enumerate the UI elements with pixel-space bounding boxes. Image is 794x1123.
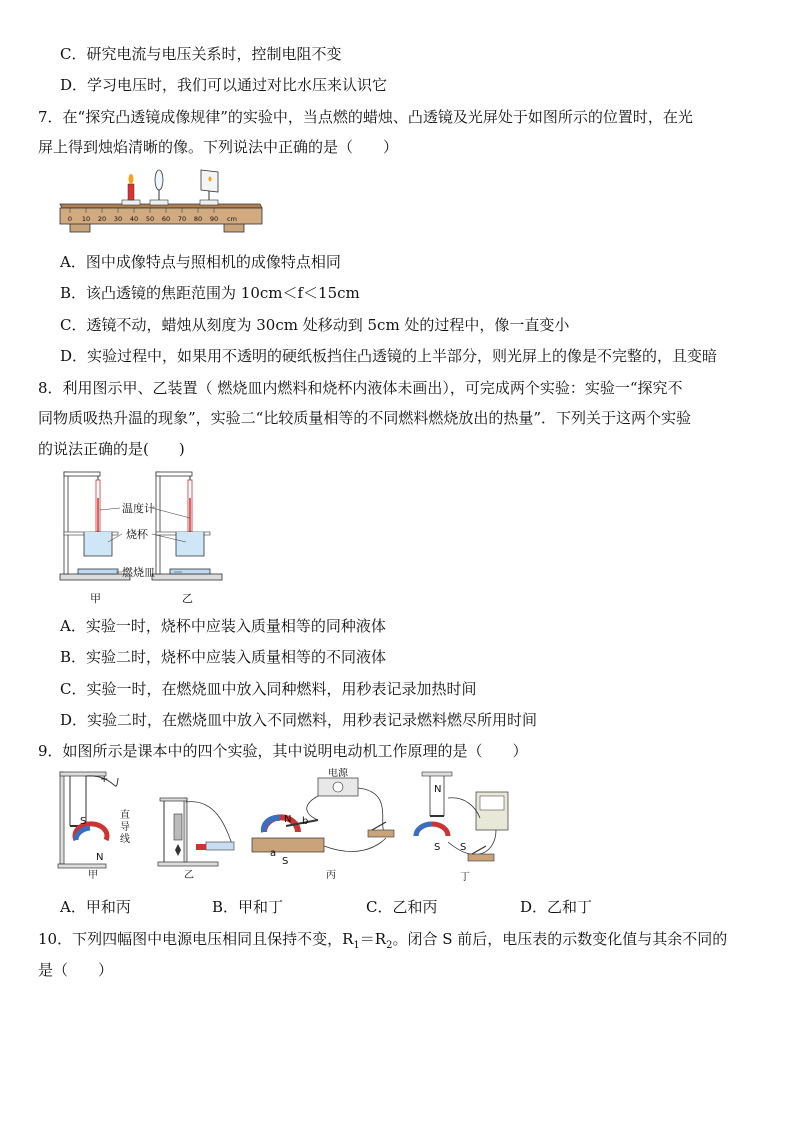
four-experiments-figure [56, 768, 556, 886]
q8-option-c: C．实验一时，在燃烧皿中放入同种燃料，用秒表记录加热时间 [60, 680, 477, 698]
ruler-tick: 40 [129, 215, 139, 223]
ruler-tick: 20 [97, 215, 107, 223]
q6-option-c: C．研究电流与电压关系时，控制电阻不变 [60, 45, 342, 63]
point-b-label: b [302, 816, 309, 827]
q10-stem-text: 。闭合 S 前后，电压表的示数变化值与其余不同的 [392, 930, 728, 948]
ruler-tick: 70 [177, 215, 187, 223]
q6-option-d: D．学习电压时，我们可以通过对比水压来认识它 [60, 76, 388, 94]
pole-label: S [460, 842, 467, 853]
wire-label-3: 线 [120, 834, 130, 845]
pole-label: S [434, 842, 441, 853]
q8-stem-line3: 的说法正确的是( ) [38, 440, 185, 458]
pole-label: S [80, 816, 87, 827]
ruler-tick: 10 [81, 215, 91, 223]
point-a-label: a [270, 848, 277, 859]
thermometer-label: 温度计 [122, 502, 155, 515]
experiment-yi-label: 乙 [184, 870, 194, 881]
q9-option-d: D．乙和丁 [520, 898, 593, 916]
optical-bench-figure [56, 168, 266, 242]
q10-stem-text: 10．下列四幅图中电源电压相同且保持不变，R [38, 930, 354, 948]
r2-subscript: 2 [386, 940, 393, 951]
ruler-tick: 50 [145, 215, 155, 223]
q7-option-c: C．透镜不动，蜡烛从刻度为 30cm 处移动到 5cm 处的过程中，像一直变小 [60, 316, 570, 334]
q9-option-a: A．甲和丙 [60, 898, 131, 916]
q8-stem-line1: 8．利用图示甲、乙装置（ 燃烧皿内燃料和烧杯内液体未画出），可完成两个实验：实验一“探究不 [38, 379, 683, 397]
q8-stem-line2: 同物质吸热升温的现象”，实验二“比较质量相等的不同燃料燃烧放出的热量”．下列关于这两个实验 [38, 409, 692, 427]
q8-option-b: B．实验二时，烧杯中应装入质量相等的不同液体 [60, 648, 387, 666]
r1-subscript: 1 [353, 940, 360, 951]
q9-stem: 9．如图所示是课本中的四个实验，其中说明电动机工作原理的是（ ） [38, 742, 528, 760]
dish-label: 燃烧皿 [122, 566, 155, 579]
q7-option-b: B．该凸透镜的焦距范围为 10cm＜f＜15cm [60, 284, 360, 302]
pole-label: S [282, 856, 289, 867]
q7-stem-line1: 7．在“探究凸透镜成像规律”的实验中，当点燃的蜡烛、凸透镜及光屏处于如图所示的位置时，在光 [38, 108, 693, 126]
q8-option-d: D．实验二时，在燃烧皿中放入不同燃料，用秒表记录燃料燃尽所用时间 [60, 711, 538, 729]
q9-option-c: C．乙和丙 [366, 898, 438, 916]
experiment-bing-label: 丙 [326, 870, 336, 881]
beaker-label: 烧杯 [126, 528, 148, 541]
ruler-tick: 80 [193, 215, 203, 223]
pole-label: N [284, 814, 292, 825]
experiment-jia-label: 甲 [88, 870, 98, 881]
wire-label-1: 直 [120, 810, 130, 821]
q9-option-b: B．甲和丁 [212, 898, 284, 916]
power-supply-label: 电源 [328, 768, 348, 779]
ruler-tick: 30 [113, 215, 123, 223]
ruler-tick: 90 [209, 215, 219, 223]
ruler-tick: cm [227, 215, 237, 223]
experiment-ding-label: 丁 [460, 872, 470, 883]
apparatus-jia-label: 甲 [90, 592, 101, 605]
wire-label-2: 导 [120, 822, 130, 833]
q10-stem-line2: 是（ ） [38, 961, 114, 979]
plus-sign: + [100, 774, 109, 785]
q10-equals: ＝R [359, 930, 387, 948]
q7-stem-line2: 屏上得到烛焰清晰的像。下列说法中正确的是（ ） [38, 138, 399, 156]
ruler-tick: 60 [161, 215, 171, 223]
heating-apparatus-figure [56, 468, 226, 608]
pole-label: N [96, 852, 104, 863]
q7-option-d: D．实验过程中，如果用不透明的硬纸板挡住凸透镜的上半部分，则光屏上的像是不完整的，且变暗 [60, 347, 718, 365]
q7-option-a: A．图中成像特点与照相机的成像特点相同 [60, 253, 341, 271]
ruler-tick: 0 [67, 215, 73, 223]
q10-stem-line1 [38, 929, 727, 956]
apparatus-yi-label: 乙 [182, 592, 193, 605]
q8-option-a: A．实验一时，烧杯中应装入质量相等的同种液体 [60, 617, 386, 635]
pole-label: N [434, 784, 442, 795]
